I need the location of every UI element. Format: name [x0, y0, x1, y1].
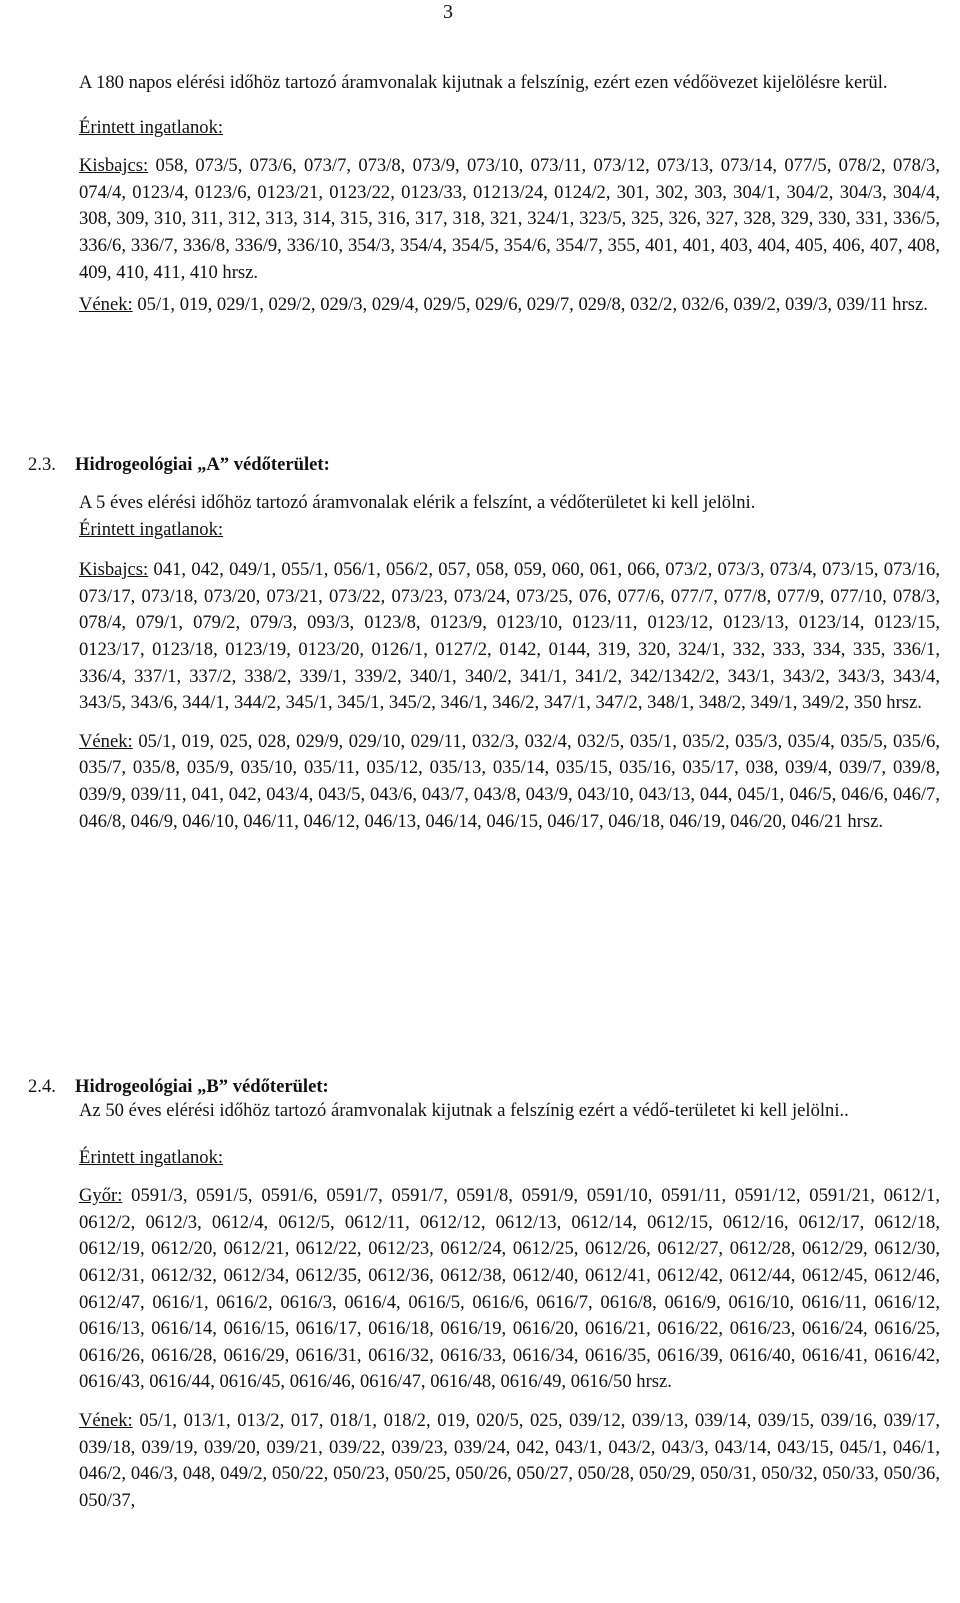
section-2-3-kisbajcs	[79, 557, 940, 717]
section-180-affected-label	[79, 115, 940, 142]
section-2-4-intro: Az 50 éves elérési időhöz tartozó áramvonalak kijutnak a felszínig ezért a védő-területet ki kell jelölni..	[79, 1100, 849, 1121]
section-number: 2.4.	[28, 1076, 56, 1097]
kisbajcs-label: Kisbajcs:	[79, 559, 149, 581]
section-number: 2.3.	[28, 454, 56, 475]
section-2-4-affected-label	[79, 1145, 940, 1172]
section-2-4-heading	[28, 1074, 928, 1101]
section-180-kisbajcs	[79, 153, 940, 286]
section-2-4-gyor	[79, 1183, 940, 1396]
kisbajcs-label: Kisbajcs:	[79, 155, 149, 177]
venek-parcels: 05/1, 013/1, 013/2, 017, 018/1, 018/2, 019, 020/5, 025, 039/12, 039/13, 039/14, 039/15, 039/16, 039/17, 039/18, 039/19, 039/20, 039/21, 039/22, 039/23, 039/24, 042, 043/1, 043/2, 043/3, 043/14, 043/15, 045/1, 046/1, 046/2, 046/3, 048, 049/2, 050/22, 050/23, 050/25, 050/26, 050/27, 050/28, 050/29, 050/31, 050/32, 050/33, 050/36, 050/37,	[79, 1409, 940, 1511]
page-number: 3	[443, 1, 453, 23]
section-180-day	[79, 70, 940, 319]
section-2-4-body	[79, 1098, 940, 1514]
venek-parcels: 05/1, 019, 025, 028, 029/9, 029/10, 029/11, 032/3, 032/4, 032/5, 035/1, 035/2, 035/3, 035/4, 035/5, 035/6, 035/7, 035/8, 035/9, 035/10, 035/11, 035/12, 035/13, 035/14, 035/15, 035/16, 035/17, 038, 039/4, 039/7, 039/8, 039/9, 039/11, 041, 042, 043/4, 043/5, 043/6, 043/7, 043/8, 043/9, 043/10, 043/13, 044, 045/1, 046/5, 046/6, 046/7, 046/8, 046/9, 046/10, 046/11, 046/12, 046/13, 046/14, 046/15, 046/17, 046/18, 046/19, 046/20, 046/21 hrsz.	[79, 730, 940, 832]
section-title: Hidrogeológiai „B” védőterület:	[75, 1076, 329, 1097]
section-2-3-venek	[79, 729, 940, 835]
venek-label: Vének:	[79, 730, 133, 752]
venek-label: Vének:	[79, 1409, 133, 1431]
affected-label: Érintett ingatlanok:	[79, 518, 224, 540]
gyor-label: Győr:	[79, 1185, 123, 1207]
affected-label: Érintett ingatlanok:	[79, 1146, 224, 1168]
venek-parcels: 05/1, 019, 029/1, 029/2, 029/3, 029/4, 029/5, 029/6, 029/7, 029/8, 032/2, 032/6, 039/2, 039/3, 039/11 hrsz.	[132, 294, 928, 316]
section-180-venek	[79, 292, 940, 319]
section-title: Hidrogeológiai „A” védőterület:	[75, 454, 330, 475]
venek-label: Vének:	[79, 294, 133, 316]
gyor-parcels: 0591/3, 0591/5, 0591/6, 0591/7, 0591/7, 0591/8, 0591/9, 0591/10, 0591/11, 0591/12, 0591/21, 0612/1, 0612/2, 0612/3, 0612/4, 0612/5, 0612/11, 0612/12, 0612/13, 0612/14, 0612/15, 0612/16, 0612/17, 0612/18, 0612/19, 0612/20, 0612/21, 0612/22, 0612/23, 0612/24, 0612/25, 0612/26, 0612/27, 0612/28, 0612/29, 0612/30, 0612/31, 0612/32, 0612/34, 0612/35, 0612/36, 0612/38, 0612/40, 0612/41, 0612/42, 0612/44, 0612/45, 0612/46, 0612/47, 0616/1, 0616/2, 0616/3, 0616/4, 0616/5, 0616/6, 0616/7, 0616/8, 0616/9, 0616/10, 0616/11, 0616/12, 0616/13, 0616/14, 0616/15, 0616/17, 0616/18, 0616/19, 0616/20, 0616/21, 0616/22, 0616/23, 0616/24, 0616/25, 0616/26, 0616/28, 0616/29, 0616/31, 0616/32, 0616/33, 0616/34, 0616/35, 0616/39, 0616/40, 0616/41, 0616/42, 0616/43, 0616/44, 0616/45, 0616/46, 0616/47, 0616/48, 0616/49, 0616/50 hrsz.	[79, 1185, 940, 1393]
section-2-3-heading	[28, 452, 928, 479]
section-2-4-venek	[79, 1408, 940, 1514]
affected-label: Érintett ingatlanok:	[79, 116, 224, 138]
section-2-3-intro: A 5 éves elérési időhöz tartozó áramvonalak elérik a felszínt, a védőterületet ki kell jelölni.	[79, 492, 756, 513]
section-2-3-body	[79, 490, 940, 835]
kisbajcs-parcels: 041, 042, 049/1, 055/1, 056/1, 056/2, 057, 058, 059, 060, 061, 066, 073/2, 073/3, 073/4, 073/15, 073/16, 073/17, 073/18, 073/20, 073/21, 073/22, 073/23, 073/24, 073/25, 076, 077/6, 077/7, 077/8, 077/9, 077/10, 078/3, 078/4, 079/1, 079/2, 079/3, 093/3, 0123/8, 0123/9, 0123/10, 0123/11, 0123/12, 0123/13, 0123/14, 0123/15, 0123/17, 0123/18, 0123/19, 0123/20, 0126/1, 0127/2, 0142, 0144, 319, 320, 324/1, 332, 333, 334, 335, 336/1, 336/4, 337/1, 337/2, 338/2, 339/1, 339/2, 340/1, 340/2, 341/1, 341/2, 342/1342/2, 343/1, 343/2, 343/3, 343/4, 343/5, 343/6, 344/1, 344/2, 345/1, 345/1, 345/2, 346/1, 346/2, 347/1, 347/2, 348/1, 348/2, 349/1, 349/2, 350 hrsz.	[79, 559, 940, 714]
section-2-3-affected-label	[79, 517, 940, 544]
kisbajcs-parcels: 058, 073/5, 073/6, 073/7, 073/8, 073/9, 073/10, 073/11, 073/12, 073/13, 073/14, 077/5, 078/2, 078/3, 074/4, 0123/4, 0123/6, 0123/21, 0123/22, 0123/33, 01213/24, 0124/2, 301, 302, 303, 304/1, 304/2, 304/3, 304/4, 308, 309, 310, 311, 312, 313, 314, 315, 316, 317, 318, 321, 324/1, 323/5, 325, 326, 327, 328, 329, 330, 331, 336/5, 336/6, 336/7, 336/8, 336/9, 336/10, 354/3, 354/4, 354/5, 354/6, 354/7, 355, 401, 401, 403, 404, 405, 406, 407, 408, 409, 410, 411, 410 hrsz.	[79, 155, 940, 283]
section-180-intro: A 180 napos elérési időhöz tartozó áramvonalak kijutnak a felszínig, ezért ezen védőövezet kijelölésre kerül.	[79, 72, 888, 93]
